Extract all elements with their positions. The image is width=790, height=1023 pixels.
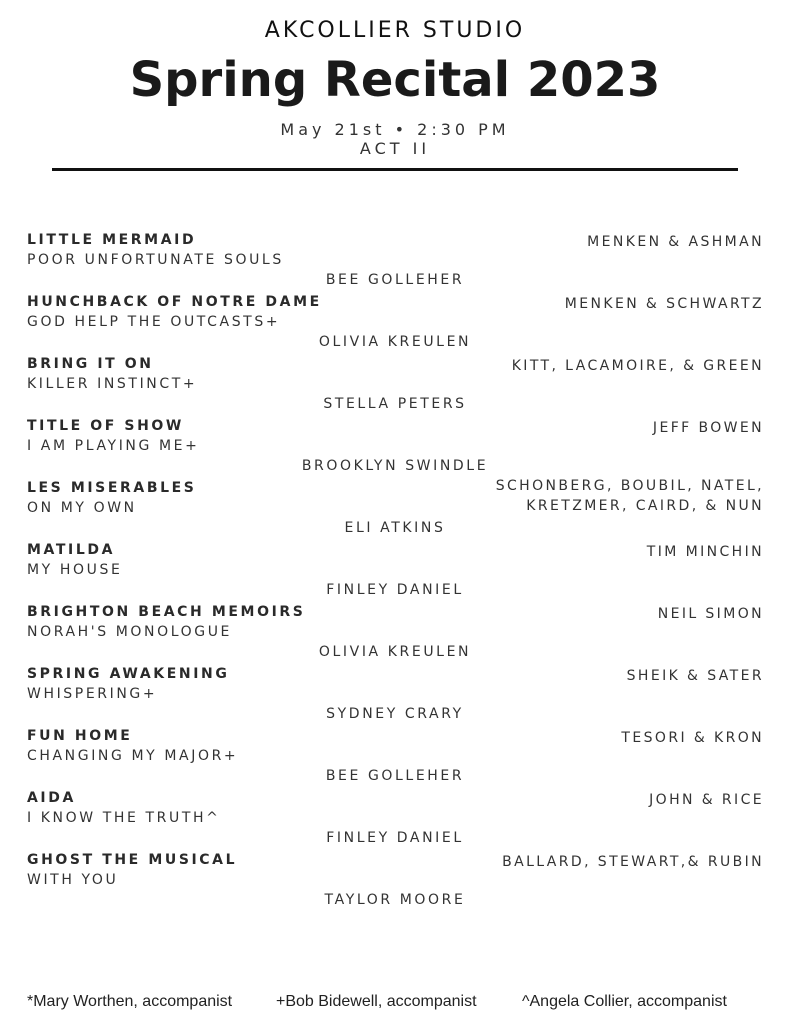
song-title: ON MY OWN <box>27 500 137 516</box>
composer-credit <box>565 294 764 314</box>
accompanist-note: *Mary Worthen, accompanist <box>27 993 233 1010</box>
program-item <box>0 356 790 418</box>
performer-name: BROOKLYN SWINDLE <box>301 458 489 474</box>
show-title: BRING IT ON <box>27 356 154 372</box>
composer-line: BALLARD, STEWART,& RUBIN <box>502 854 764 870</box>
accompanist-note: ^Angela Collier, accompanist <box>522 993 727 1010</box>
performer-name: FINLEY DANIEL <box>326 582 464 598</box>
composer-line: SHEIK & SATER <box>626 668 764 684</box>
page-title: Spring Recital 2023 <box>129 52 661 108</box>
composer-credit <box>653 418 764 438</box>
composer-line: KRETZMER, CAIRD, & NUN <box>526 498 764 514</box>
accompanist-footer <box>0 993 790 1017</box>
performer-name: OLIVIA KREULEN <box>318 644 472 660</box>
show-title: SPRING AWAKENING <box>27 666 230 682</box>
composer-line: TESORI & KRON <box>621 730 764 746</box>
show-title: HUNCHBACK OF NOTRE DAME <box>27 294 322 310</box>
program-item <box>0 728 790 790</box>
composer-credit <box>649 790 764 810</box>
composer-line: JOHN & RICE <box>649 792 764 808</box>
performer-name: TAYLOR MOORE <box>324 892 466 908</box>
date-time: May 21st • 2:30 PM <box>280 120 510 139</box>
song-title: KILLER INSTINCT+ <box>27 376 198 392</box>
show-title: LITTLE MERMAID <box>27 232 197 248</box>
header-divider <box>52 168 738 171</box>
song-title: CHANGING MY MAJOR+ <box>27 748 239 764</box>
composer-line: JEFF BOWEN <box>652 420 764 436</box>
performer-name: OLIVIA KREULEN <box>318 334 472 350</box>
song-title: I AM PLAYING ME+ <box>27 438 200 454</box>
performer-name: SYDNEY CRARY <box>326 706 464 722</box>
composer-credit <box>621 728 764 748</box>
song-title: WHISPERING+ <box>27 686 158 702</box>
show-title: TITLE OF SHOW <box>27 418 184 434</box>
program-item <box>0 666 790 728</box>
song-title: I KNOW THE TRUTH^ <box>27 810 221 826</box>
performer-name: BEE GOLLEHER <box>325 768 465 784</box>
program-item <box>0 232 790 294</box>
song-title: NORAH'S MONOLOGUE <box>27 624 232 640</box>
performer-name: STELLA PETERS <box>323 396 467 412</box>
show-title: GHOST THE MUSICAL <box>27 852 238 868</box>
program-item <box>0 418 790 480</box>
program-item <box>0 542 790 604</box>
show-title: FUN HOME <box>27 728 133 744</box>
composer-line: SCHONBERG, BOUBIL, NATEL, <box>495 478 764 494</box>
program-item <box>0 852 790 914</box>
program-item <box>0 604 790 666</box>
composer-credit <box>647 542 764 562</box>
composer-credit <box>496 476 764 516</box>
composer-credit <box>627 666 764 686</box>
show-title: BRIGHTON BEACH MEMOIRS <box>27 604 306 620</box>
song-title: WITH YOU <box>27 872 119 888</box>
accompanist-note: +Bob Bidewell, accompanist <box>276 993 477 1010</box>
performer-name: FINLEY DANIEL <box>326 830 464 846</box>
program-item <box>0 480 790 542</box>
composer-line: MENKEN & ASHMAN <box>587 234 764 250</box>
program-item <box>0 294 790 356</box>
show-title: MATILDA <box>27 542 116 558</box>
composer-line: NEIL SIMON <box>657 606 764 622</box>
show-title: LES MISERABLES <box>27 480 197 496</box>
composer-credit <box>587 232 764 252</box>
composer-line: TIM MINCHIN <box>646 544 764 560</box>
song-title: POOR UNFORTUNATE SOULS <box>27 252 284 268</box>
studio-name: AKCOLLIER STUDIO <box>264 18 526 43</box>
composer-credit <box>512 356 764 376</box>
song-title: MY HOUSE <box>27 562 123 578</box>
act-label: ACT II <box>359 139 431 158</box>
song-title: GOD HELP THE OUTCASTS+ <box>27 314 281 330</box>
composer-line: KITT, LACAMOIRE, & GREEN <box>511 358 764 374</box>
performer-name: BEE GOLLEHER <box>325 272 465 288</box>
composer-line: MENKEN & SCHWARTZ <box>564 296 764 312</box>
composer-credit <box>658 604 764 624</box>
program-item <box>0 790 790 852</box>
composer-credit <box>502 852 764 872</box>
performer-name: ELI ATKINS <box>344 520 446 536</box>
show-title: AIDA <box>27 790 76 806</box>
